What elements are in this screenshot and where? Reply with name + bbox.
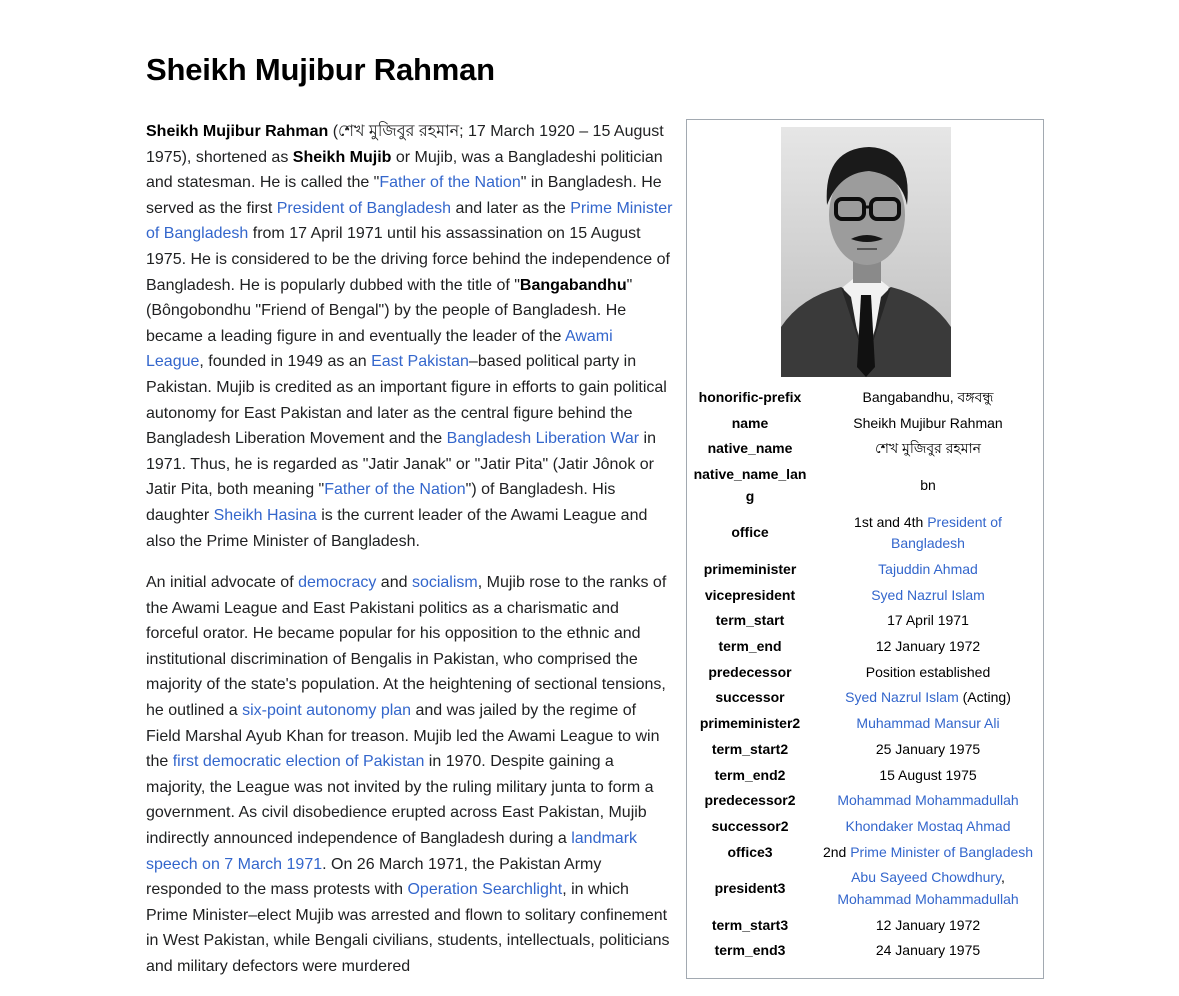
link-bangladesh-liberation-war[interactable]: Bangladesh Liberation War [446,430,640,448]
title-bangabandhu: Bangabandhu [519,276,627,294]
link-tajuddin-ahmad[interactable]: Tajuddin Ahmad [878,560,978,577]
infobox-key: successor2 [711,817,789,834]
infobox-key: office [731,524,769,541]
link-prime-minister-of-bangladesh[interactable]: Prime Minister of Bangladesh [850,843,1034,860]
link-mohammad-mohammadullah[interactable]: Mohammad Mohammadullah [837,891,1019,908]
infobox-value [813,510,1043,557]
infobox-row [687,608,1043,634]
link-father-of-the-nation-2[interactable]: Father of the Nation [324,481,466,499]
infobox-value: শেখ মুজিবুর রহমান [875,440,981,457]
infobox-row [687,737,1043,763]
infobox-key: honorific-prefix [698,389,802,405]
infobox [686,119,1044,979]
infobox-value: 12 January 1972 [875,916,981,933]
text: –based political party in Pakistan. Mujib is credited as an important figure in efforts to gain political autonomy for East Pakistan and later as the central figure behind the Bangladesh Liberation Movement and the [146,353,667,448]
text: in 1971. Thus, he is regarded as "Jatir Janak" or "Jatir Pita" (Jatir Jônok or Jatir Pita, both meaning " [146,430,656,499]
link-president-of-bangladesh[interactable]: President of Bangladesh [276,199,452,217]
link-six-point-autonomy-plan[interactable]: six-point autonomy plan [242,702,412,720]
link-prime-minister-of-bangladesh[interactable]: Prime Minister of Bangladesh [146,199,673,243]
link-east-pakistan[interactable]: East Pakistan [371,353,469,371]
link-sheikh-hasina[interactable]: Sheikh Hasina [213,506,317,524]
text: (Acting) [958,689,1011,706]
link-operation-searchlight[interactable]: Operation Searchlight [407,881,563,899]
infobox-row [687,938,1043,964]
infobox-row [687,711,1043,737]
link-abu-sayeed-chowdhury[interactable]: Abu Sayeed Chowdhury [851,869,1002,886]
infobox-key: name [731,414,769,431]
text: , founded in 1949 as an [199,353,372,371]
infobox-key: predecessor [708,663,792,680]
infobox-value [813,788,1043,814]
infobox-key: term_end2 [714,766,786,783]
infobox-value [813,557,1043,583]
infobox-value: 15 August 1975 [879,766,977,783]
text: from 17 April 1971 until his assassination on 15 August 1975. He is considered to be the driving force behind the independence of Bangladesh. He is popularly dubbed with the title of " [146,225,670,294]
link-mohammad-mohammadullah[interactable]: Mohammad Mohammadullah [837,792,1019,809]
infobox-key: term_start2 [711,740,789,757]
infobox-row [687,583,1043,609]
link-first-democratic-election[interactable]: first democratic election of Pakistan [172,753,425,771]
infobox-value: Sheikh Mujibur Rahman [853,414,1003,431]
infobox-row [687,865,1043,912]
infobox-row [687,385,1043,411]
infobox-row [687,913,1043,939]
link-khondaker-mostaq-ahmad[interactable]: Khondaker Mostaq Ahmad [845,817,1011,834]
text: , in which Prime Minister–elect Mujib was arrested and flown to solitary confinement in West Pakistan, while Bengali civilians, students, intellectuals, politicians and military defectors were murdered [146,881,670,975]
subject-short-name: Sheikh Mujib [292,148,392,166]
text: or Mujib, was a Bangladeshi politician and statesman. He is called the " [146,148,663,192]
infobox-value [813,814,1043,840]
infobox-row [687,510,1043,557]
link-landmark-speech[interactable]: landmark speech on 7 March 1971 [146,830,638,873]
text: 2nd [822,843,851,860]
infobox-value: 25 January 1975 [875,740,981,757]
link-president-of-bangladesh[interactable]: President of Bangladesh [891,513,1002,552]
infobox-value [813,711,1043,737]
infobox-value: Position established [865,663,991,680]
infobox-value: 12 January 1972 [875,638,981,655]
infobox-row [687,685,1043,711]
text: and [376,574,412,592]
infobox-key: vicepresident [704,586,796,603]
article-body [146,119,674,996]
link-socialism[interactable]: socialism [411,574,478,592]
link-father-of-the-nation[interactable]: Father of the Nation [379,174,521,192]
infobox-key: primeminister [703,560,797,577]
portrait-image [781,127,951,377]
text: , Mujib rose to the ranks of the Awami League and East Pakistani politics as a charismatic and forceful orator. He became popular for his opposition to the ethnic and institutional discrimination of Bengalis in Pakistan, who comprised the majority of the state's population. At the heightening of sectional tensions, he outlined a [146,574,667,720]
infobox-row [687,840,1043,866]
portrait-photo [781,127,951,377]
second-paragraph [146,570,674,980]
infobox-value: bn [920,476,936,493]
text: and later as the [451,199,571,217]
link-democracy[interactable]: democracy [298,574,377,592]
infobox-value [813,685,1043,711]
infobox-row [687,788,1043,814]
text: , [1001,869,1005,886]
infobox-row [687,660,1043,686]
text: in 1970. Despite gaining a majority, the League was not invited by the ruling military junta to form a government. As civil disobedience erupted across East Pakistan, Mujib indirectly announced independence of Bangladesh during a [146,753,654,848]
infobox-value: 24 January 1975 [875,942,981,959]
text: " in Bangladesh. He served as the first [146,174,662,217]
infobox-key: office3 [727,843,773,860]
page-title: Sheikh Mujibur Rahman [146,52,495,87]
infobox-value [813,840,1043,866]
infobox-row [687,814,1043,840]
infobox-row [687,557,1043,583]
infobox-key: native_name [707,440,793,457]
text: An initial advocate of [146,574,299,592]
link-syed-nazrul-islam[interactable]: Syed Nazrul Islam [845,689,959,706]
infobox-row [687,763,1043,789]
infobox-key: president3 [714,880,786,897]
infobox-row [687,462,1043,509]
infobox-value [813,583,1043,609]
subject-name: Sheikh Mujibur Rahman [146,123,329,140]
infobox-table [687,385,1043,964]
infobox-key: successor [715,689,785,706]
infobox-row [687,411,1043,437]
infobox-row [687,436,1043,462]
infobox-key: predecessor2 [704,792,796,809]
text: is the current leader of the Awami League and also the Prime Minister of Bangladesh. [146,506,648,550]
infobox-key: term_end [718,638,782,655]
text: 1st and 4th [854,513,928,530]
text: ") of Bangladesh. His daughter [146,481,616,524]
infobox-key: term_start3 [711,916,789,933]
infobox-value [813,865,1043,912]
intro-paragraph [146,119,674,554]
infobox-key: native_name_lang [693,466,807,504]
text: and was jailed by the regime of Field Marshal Ayub Khan for treason. Mujib led the Awami League to win the [146,702,660,771]
infobox-key: term_end3 [714,942,786,959]
text: . On 26 March 1971, the Pakistan Army responded to the mass protests with [146,855,602,899]
link-syed-nazrul-islam[interactable]: Syed Nazrul Islam [871,586,985,603]
infobox-key: primeminister2 [699,715,801,732]
text: " (Bôngobondhu "Friend of Bengal") by the people of Bangladesh. He became a leading figure in and eventually the leader of the [146,276,633,345]
link-awami-league[interactable]: Awami League [146,327,613,371]
text: (শেখ মুজিবুর রহমান; 17 March 1920 – 15 August 1975), shortened as [146,123,664,166]
link-muhammad-mansur-ali[interactable]: Muhammad Mansur Ali [856,715,1000,732]
infobox-value: 17 April 1971 [887,612,969,629]
infobox-value: Bangabandhu, বঙ্গবন্ধু [862,389,994,405]
infobox-row [687,634,1043,660]
infobox-key: term_start [715,612,785,629]
